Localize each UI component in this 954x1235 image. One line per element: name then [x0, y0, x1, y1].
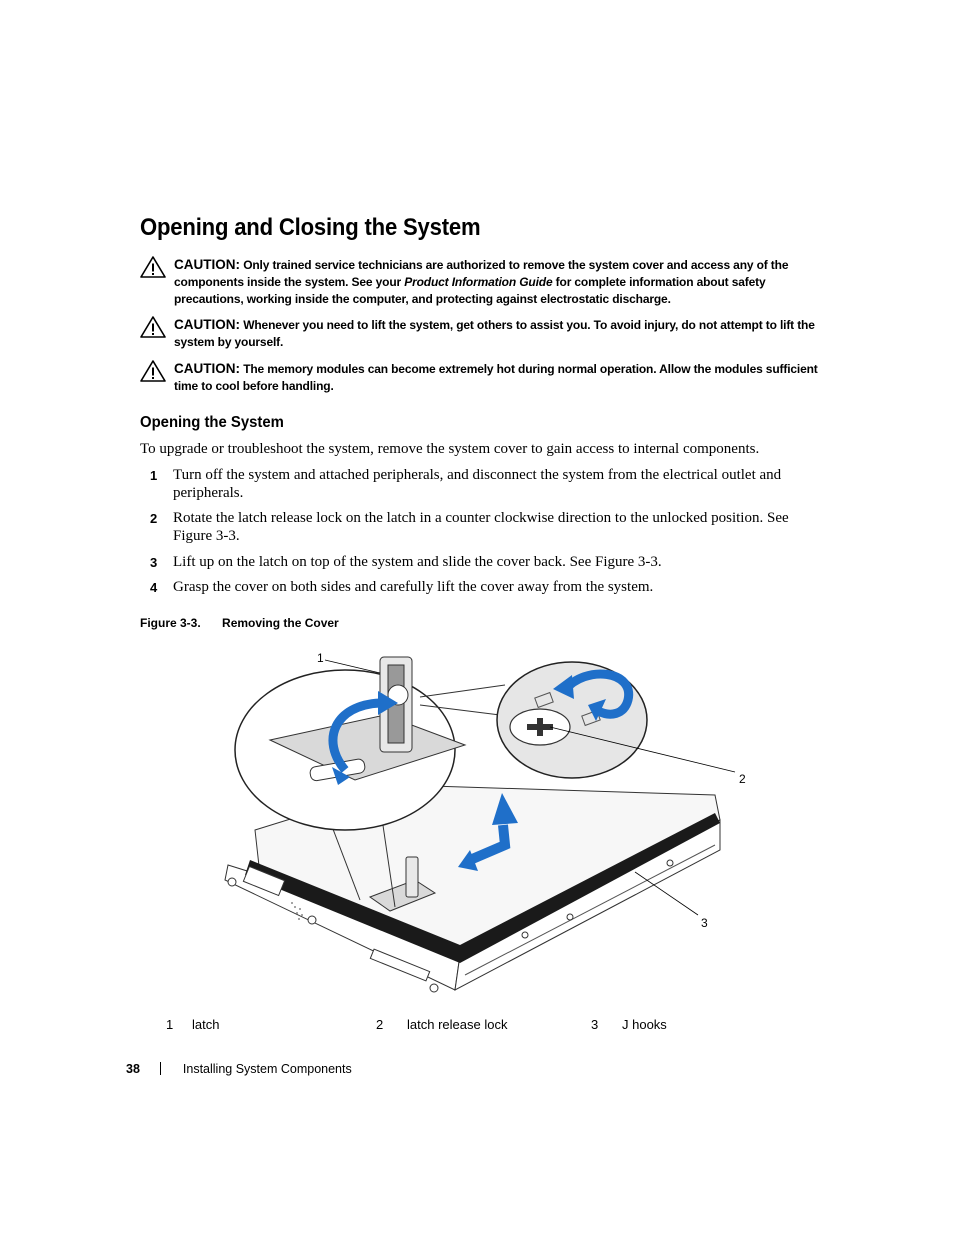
caution-guide-title: Product Information Guide: [404, 275, 553, 289]
removing-cover-illustration: [220, 645, 760, 1020]
caution-note-1: [140, 256, 820, 312]
caution-note-3: [140, 360, 820, 400]
step-text: Rotate the latch release lock on the latch in a counter clockwise direction to the unlocked position. See Figure 3-3.: [173, 510, 789, 544]
warning-triangle-icon: [140, 256, 166, 278]
step-text: Lift up on the latch on top of the system and slide the cover back. See Figure 3-3.: [173, 554, 662, 570]
caution-label: CAUTION:: [174, 361, 240, 376]
legend-item-2: [376, 1017, 507, 1032]
warning-triangle-icon: [140, 360, 166, 382]
figure-caption: [140, 616, 339, 630]
legend-label: latch: [192, 1017, 220, 1032]
intro-paragraph: To upgrade or troubleshoot the system, remove the system cover to gain access to internal components.: [140, 441, 760, 457]
caution-body: Whenever you need to lift the system, get others to assist you. To avoid injury, do not attempt to lift the system by yourself.: [174, 318, 815, 349]
legend-label: latch release lock: [407, 1017, 508, 1032]
caution-note-2: [140, 316, 820, 356]
figure-number: Figure 3-3.: [140, 616, 201, 630]
legend-number: 2: [376, 1017, 384, 1032]
footer-section-title: Installing System Components: [182, 1062, 352, 1076]
page-footer: [126, 1062, 352, 1076]
figure-title: Removing the Cover: [222, 616, 339, 630]
legend-item-1: [166, 1017, 219, 1032]
caution-label: CAUTION:: [174, 317, 240, 332]
caution-text-before: Only trained service technicians are authorized to remove the system cover and access any of the components inside the system. See your: [174, 258, 789, 289]
callout-number: 3: [701, 916, 708, 930]
step-number: 1: [150, 468, 158, 483]
caution-body: The memory modules can become extremely hot during normal operation. Allow the modules sufficient time to cool before handling.: [174, 362, 818, 393]
legend-label: J hooks: [622, 1017, 667, 1032]
step-number: 3: [150, 555, 158, 570]
legend-item-3: [591, 1017, 667, 1032]
step-number: 2: [150, 511, 158, 526]
caution-text: [174, 316, 824, 351]
legend-number: 1: [166, 1017, 174, 1032]
legend-number: 3: [591, 1017, 599, 1032]
step-text: Turn off the system and attached peripherals, and disconnect the system from the electrical outlet and peripherals.: [173, 467, 782, 501]
caution-text-after: for complete information about safety precautions, working inside the computer, and protecting against electrostatic discharge.: [174, 275, 766, 306]
caution-text: [174, 360, 824, 395]
step-text: Grasp the cover on both sides and carefully lift the cover away from the system.: [173, 579, 654, 595]
page-title: Opening and Closing the System: [140, 214, 481, 241]
step-number: 4: [150, 580, 158, 595]
page-number: 38: [126, 1062, 140, 1076]
server-chassis-drawing: [220, 645, 760, 1020]
callout-number: 2: [739, 772, 746, 786]
caution-label: CAUTION:: [174, 257, 240, 272]
footer-divider: [160, 1062, 161, 1075]
callout-number: 1: [317, 651, 324, 665]
caution-text: [174, 256, 824, 308]
section-heading: Opening the System: [140, 414, 284, 431]
warning-triangle-icon: [140, 316, 166, 338]
